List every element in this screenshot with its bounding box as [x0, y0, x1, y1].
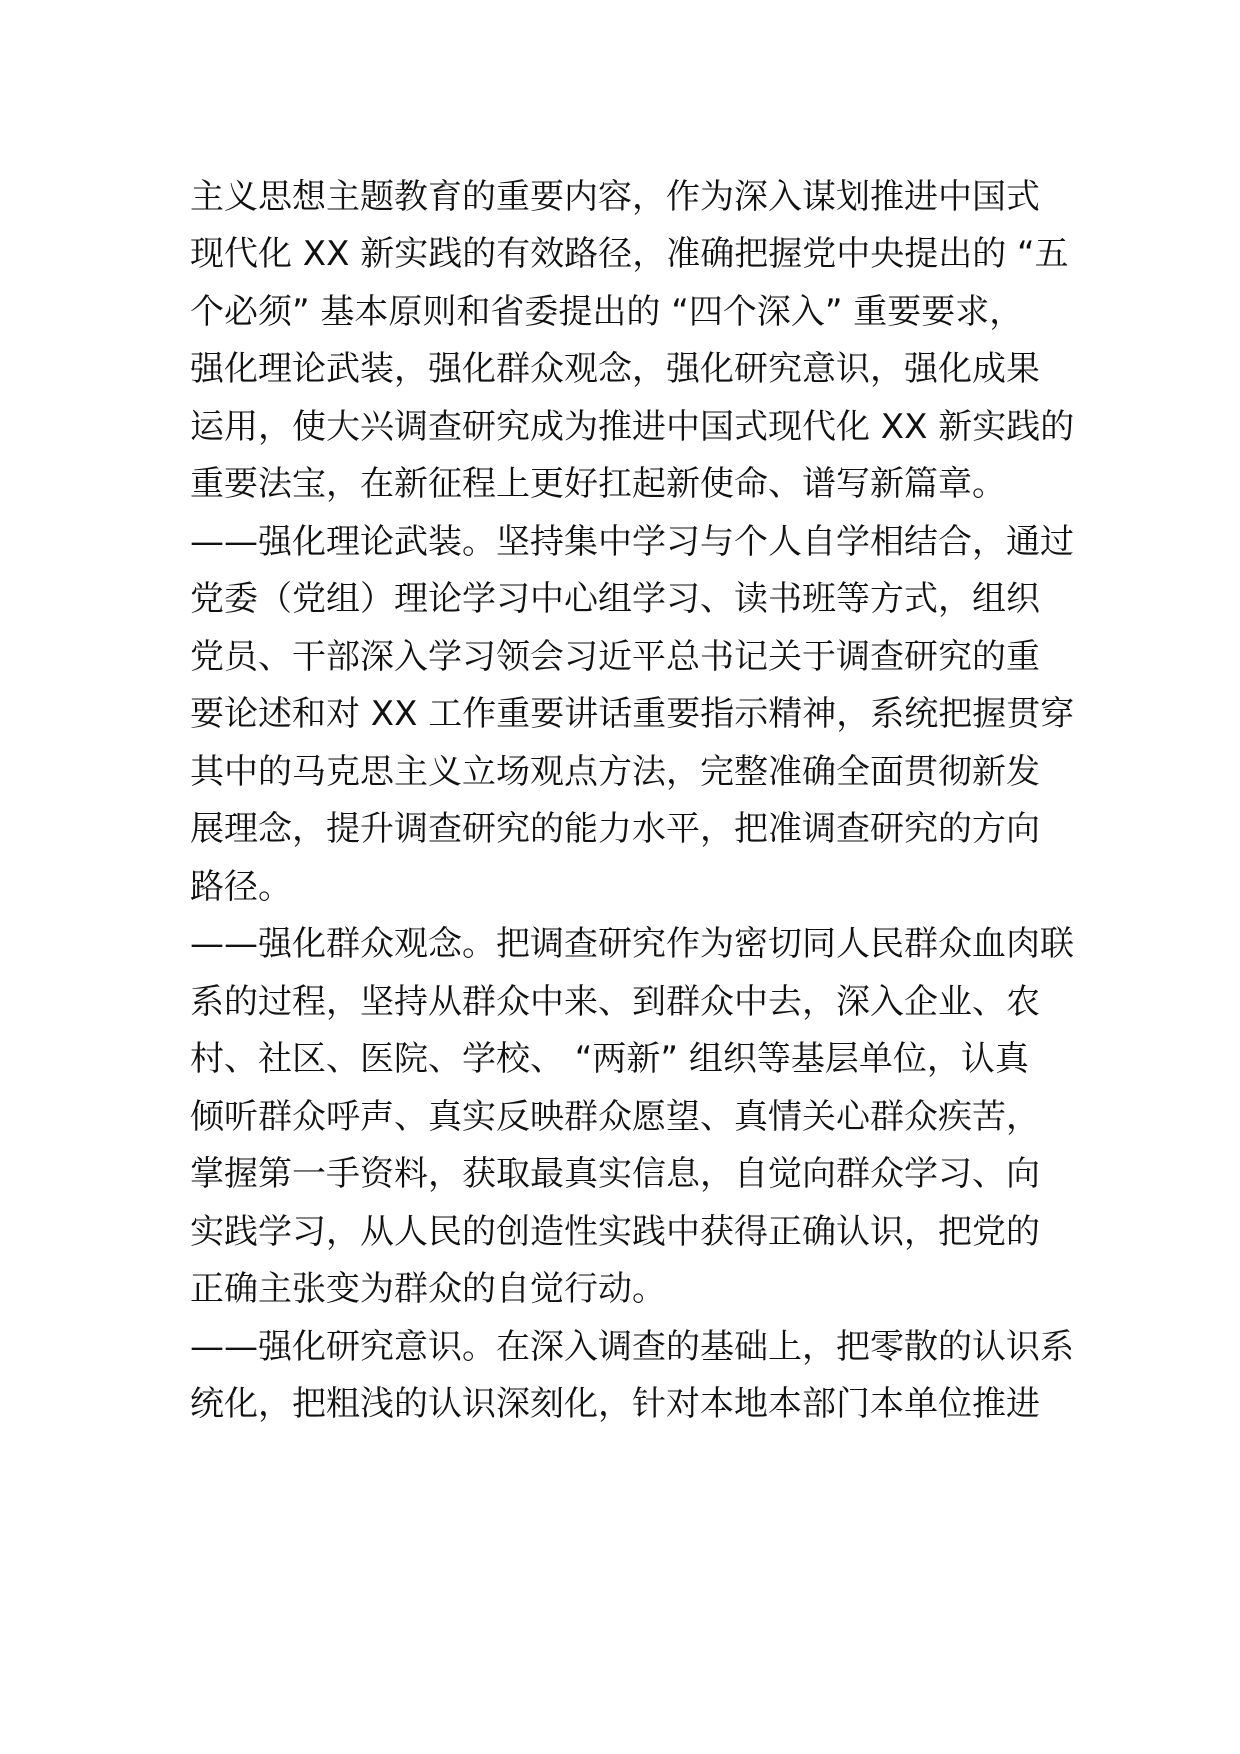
text-line: 村、社区、医院、学校、 “两新” 组织等基层单位，认真: [190, 1039, 1029, 1079]
text-line: 重要法宝，在新征程上更好扛起新使命、谱写新篇章。: [190, 464, 1006, 504]
section-heading-line: ——强化理论武装。坚持集中学习与个人自学相结合，通过: [190, 522, 1074, 562]
section-heading-line: ——强化研究意识。在深入调查的基础上，把零散的认识系: [190, 1327, 1074, 1367]
text-line: 现代化 XX 新实践的有效路径，准确把握党中央提出的 “五: [190, 234, 1069, 274]
text-line: 掌握第一手资料，获取最真实信息，自觉向群众学习、向: [190, 1154, 1040, 1194]
text-line: 正确主张变为群众的自觉行动。: [190, 1269, 666, 1309]
text-line: 系的过程，坚持从群众中来、到群众中去，深入企业、农: [190, 982, 1040, 1022]
text-line: 路径。: [190, 867, 292, 907]
text-line: 强化理论武装，强化群众观念，强化研究意识，强化成果: [190, 349, 1040, 389]
text-line: 实践学习，从人民的创造性实践中获得正确认识，把党的: [190, 1212, 1040, 1252]
text-line: 运用，使大兴调查研究成为推进中国式现代化 XX 新实践的: [190, 407, 1075, 447]
section-heading-line: ——强化群众观念。把调查研究作为密切同人民群众血肉联: [190, 924, 1074, 964]
text-line: 展理念，提升调查研究的能力水平，把准调查研究的方向: [190, 809, 1040, 849]
text-line: 其中的马克思主义立场观点方法，完整准确全面贯彻新发: [190, 752, 1040, 792]
text-line: 党员、干部深入学习领会习近平总书记关于调查研究的重: [190, 637, 1040, 677]
text-line: 党委（党组）理论学习中心组学习、读书班等方式，组织: [190, 579, 1040, 619]
text-line: 倾听群众呼声、真实反映群众愿望、真情关心群众疾苦，: [190, 1097, 1040, 1137]
text-line: 主义思想主题教育的重要内容，作为深入谋划推进中国式: [190, 177, 1040, 217]
text-line: 要论述和对 XX 工作重要讲话重要指示精神，系统把握贯穿: [190, 694, 1075, 734]
text-line: 统化，把粗浅的认识深刻化，针对本地本部门本单位推进: [190, 1384, 1040, 1424]
text-line: 个必须” 基本原则和省委提出的 “四个深入” 重要要求，: [190, 292, 1024, 332]
